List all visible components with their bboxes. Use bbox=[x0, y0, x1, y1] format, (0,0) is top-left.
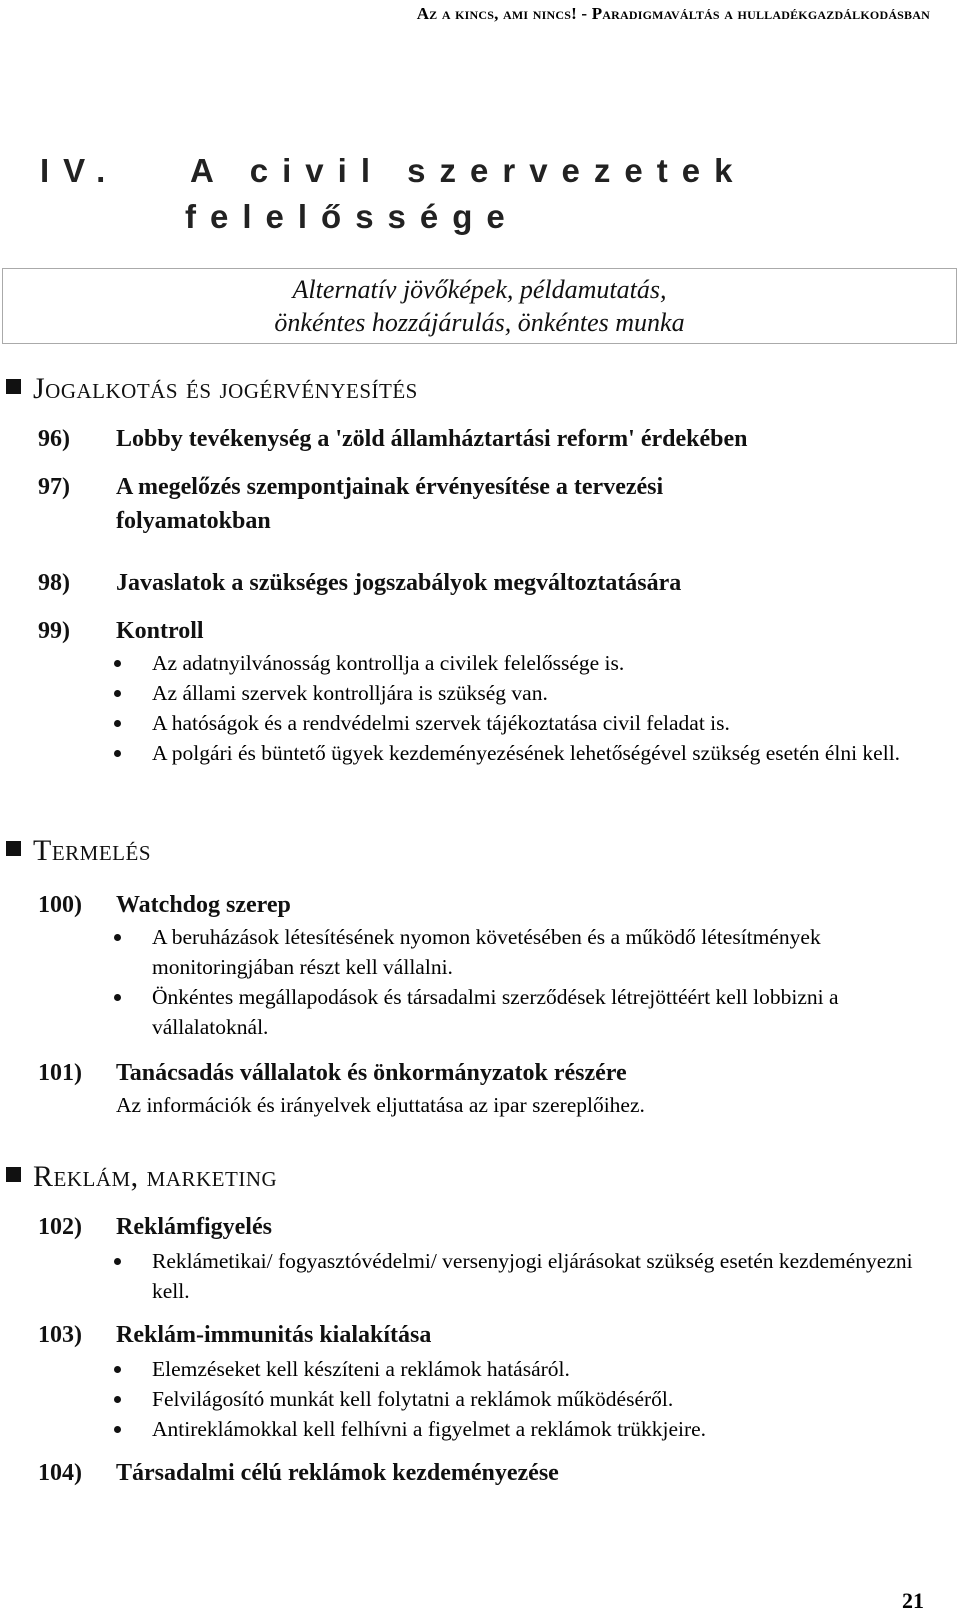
item-title: Lobby tevékenység a 'zöld államháztartási reform' érdekében bbox=[116, 426, 748, 452]
list-item: Az adatnyilvánosság kontrollja a civilek felelőssége is. bbox=[112, 648, 922, 678]
item-number: 99) bbox=[38, 618, 70, 644]
subtitle-line2: önkéntes hozzájárulás, önkéntes munka bbox=[274, 308, 685, 337]
item-101 bbox=[38, 1060, 627, 1087]
item-99 bbox=[38, 618, 204, 645]
item-97 bbox=[38, 470, 898, 538]
section-title: Jogalkotás és jogérvényesítés bbox=[33, 372, 418, 405]
item-number: 98) bbox=[38, 570, 70, 596]
chapter-number: IV. bbox=[40, 152, 120, 189]
bullet-list-102 bbox=[112, 1246, 922, 1306]
chapter-heading bbox=[40, 148, 920, 240]
bullet-list-103 bbox=[112, 1354, 922, 1444]
bullet-list-100 bbox=[112, 922, 922, 1042]
item-101-text: Az információk és irányelvek eljuttatása az ipar szereplőihez. bbox=[116, 1093, 645, 1117]
item-title-line2: folyamatokban bbox=[116, 508, 271, 534]
chapter-title-line1: A civil szervezetek bbox=[190, 152, 747, 189]
item-98 bbox=[38, 570, 681, 597]
item-number: 104) bbox=[38, 1460, 82, 1486]
square-bullet-icon bbox=[6, 841, 21, 856]
item-96 bbox=[38, 426, 747, 453]
item-102 bbox=[38, 1214, 272, 1241]
item-title: Tanácsadás vállalatok és önkormányzatok részére bbox=[116, 1060, 627, 1086]
item-title: Javaslatok a szükséges jogszabályok megváltoztatására bbox=[116, 570, 682, 596]
section-heading-termeles bbox=[6, 834, 151, 868]
item-number: 102) bbox=[38, 1214, 82, 1240]
page-number: 21 bbox=[902, 1588, 924, 1613]
square-bullet-icon bbox=[6, 379, 21, 394]
running-header: Az a kincs, ami nincs! - Paradigmaváltás a hulladékgazdálkodásban bbox=[416, 4, 930, 23]
item-104 bbox=[38, 1460, 559, 1487]
list-item: A hatóságok és a rendvédelmi szervek tájékoztatása civil feladat is. bbox=[112, 708, 922, 738]
item-103 bbox=[38, 1322, 431, 1349]
list-item: Önkéntes megállapodások és társadalmi szerződések létrejöttéért kell lobbizni a vállalatoknál. bbox=[112, 982, 922, 1042]
section-title: Termelés bbox=[33, 834, 151, 867]
section-heading-jogalkotas bbox=[6, 372, 418, 406]
item-number: 97) bbox=[38, 474, 70, 500]
list-item: Felvilágosító munkát kell folytatni a reklámok működéséről. bbox=[112, 1384, 922, 1414]
list-item: A beruházások létesítésének nyomon követésében és a működő létesítmények monitoringjában részt kell vállalni. bbox=[112, 922, 922, 982]
item-title: Kontroll bbox=[116, 618, 204, 644]
subtitle-line1: Alternatív jövőképek, példamutatás, bbox=[292, 275, 667, 304]
list-item: Elemzéseket kell készíteni a reklámok hatásáról. bbox=[112, 1354, 922, 1384]
item-number: 96) bbox=[38, 426, 70, 452]
item-title: Watchdog szerep bbox=[116, 892, 291, 918]
list-item: Az állami szervek kontrolljára is szükség van. bbox=[112, 678, 922, 708]
bullet-list-99 bbox=[112, 648, 922, 768]
item-title: Társadalmi célú reklámok kezdeményezése bbox=[116, 1460, 559, 1486]
item-100 bbox=[38, 892, 291, 919]
list-item: Reklámetikai/ fogyasztóvédelmi/ versenyjogi eljárásokat szükség esetén kezdeményezni kell. bbox=[112, 1246, 922, 1306]
item-number: 103) bbox=[38, 1322, 82, 1348]
item-title: Reklám-immunitás kialakítása bbox=[116, 1322, 432, 1348]
section-heading-reklam bbox=[6, 1160, 277, 1194]
chapter-title-line2: felelőssége bbox=[185, 198, 519, 235]
list-item: Antireklámokkal kell felhívni a figyelmet a reklámok trükkjeire. bbox=[112, 1414, 922, 1444]
subtitle-box bbox=[2, 268, 957, 344]
list-item: A polgári és büntető ügyek kezdeményezésének lehetőségével szükség esetén élni kell. bbox=[112, 738, 922, 768]
item-number: 100) bbox=[38, 892, 82, 918]
section-title: Reklám, marketing bbox=[33, 1160, 278, 1193]
item-title: Reklámfigyelés bbox=[116, 1214, 272, 1240]
item-number: 101) bbox=[38, 1060, 82, 1086]
square-bullet-icon bbox=[6, 1167, 21, 1182]
item-title-line1: A megelőzés szempontjainak érvényesítése a tervezési bbox=[116, 474, 664, 500]
